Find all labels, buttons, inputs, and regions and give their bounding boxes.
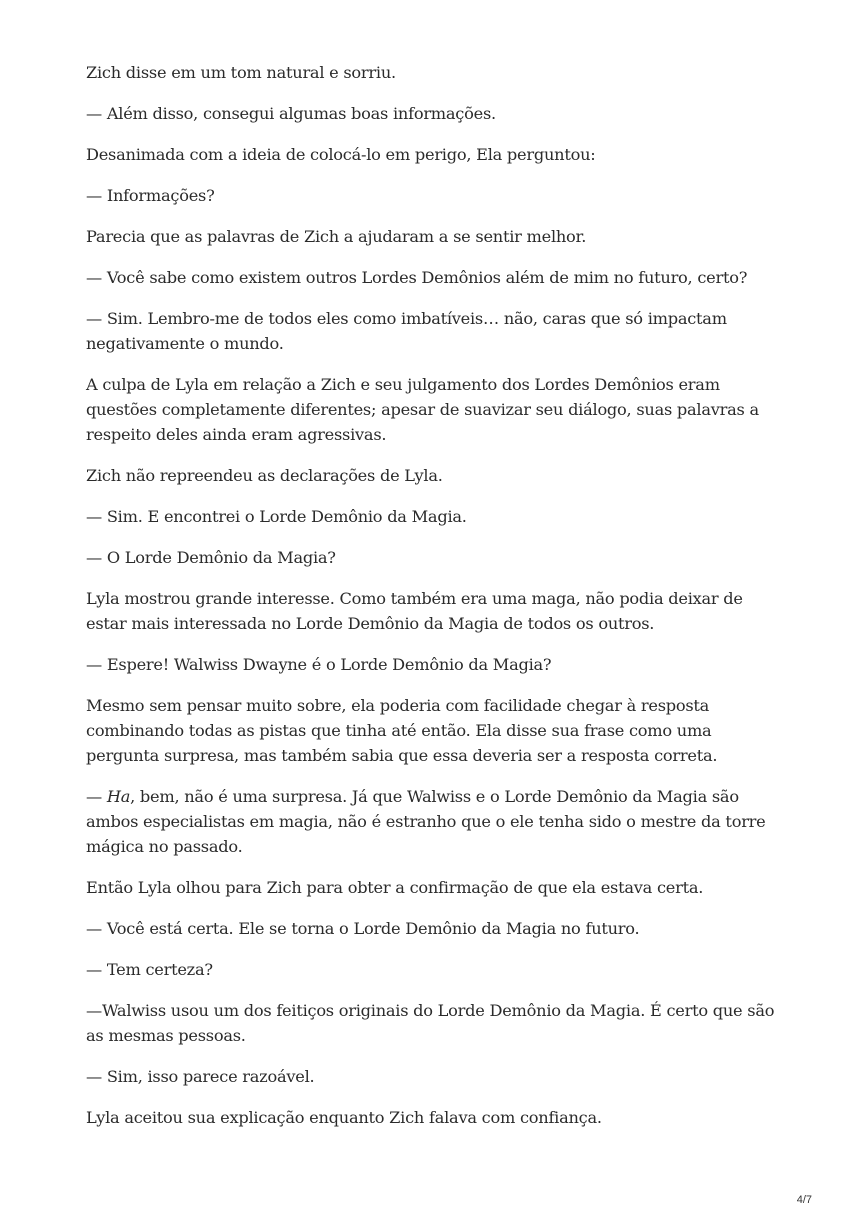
paragraph-text: , bem, não é uma surpresa. Já que Walwiss e o Lorde Demônio da Magia são ambos especialistas em magia, não é estranho que o ele tenha sido o mestre da torre mágica no passado. xyxy=(86,787,766,856)
italic-interjection: Ha xyxy=(106,787,131,806)
paragraph: — Sim. E encontrei o Lorde Demônio da Magia. xyxy=(86,507,467,526)
paragraph: Então Lyla olhou para Zich para obter a confirmação de que ela estava certa. xyxy=(86,878,704,897)
paragraph xyxy=(86,784,786,859)
paragraph: Desanimada com a ideia de colocá-lo em perigo, Ela perguntou: xyxy=(86,145,596,164)
paragraph: —Walwiss usou um dos feitiços originais do Lorde Demônio da Magia. É certo que são as mesmas pessoas. xyxy=(86,1001,775,1045)
paragraph: — Sim, isso parece razoável. xyxy=(86,1067,315,1086)
paragraph: Lyla mostrou grande interesse. Como também era uma maga, não podia deixar de estar mais interessada no Lorde Demônio da Magia de todos os outros. xyxy=(86,589,743,633)
paragraph: — O Lorde Demônio da Magia? xyxy=(86,548,336,567)
paragraph: — Além disso, consegui algumas boas informações. xyxy=(86,104,496,123)
paragraph: A culpa de Lyla em relação a Zich e seu julgamento dos Lordes Demônios eram questões completamente diferentes; apesar de suavizar seu diálogo, suas palavras a respeito deles ainda eram agressivas. xyxy=(86,375,759,444)
paragraph: Lyla aceitou sua explicação enquanto Zich falava com confiança. xyxy=(86,1108,602,1127)
page-number: 4/7 xyxy=(796,1194,812,1206)
paragraph: Zich disse em um tom natural e sorriu. xyxy=(86,63,396,82)
paragraph: — Sim. Lembro-me de todos eles como imbatíveis… não, caras que só impactam negativamente o mundo. xyxy=(86,309,727,353)
paragraph: — Tem certeza? xyxy=(86,960,213,979)
paragraph: — Você está certa. Ele se torna o Lorde Demônio da Magia no futuro. xyxy=(86,919,640,938)
paragraph: Mesmo sem pensar muito sobre, ela poderia com facilidade chegar à resposta combinando todas as pistas que tinha até então. Ela disse sua frase como uma pergunta surpresa, mas também sabia que essa deveria ser a resposta correta. xyxy=(86,696,718,765)
paragraph: Parecia que as palavras de Zich a ajudaram a se sentir melhor. xyxy=(86,227,587,246)
paragraph: — Informações? xyxy=(86,186,215,205)
document-page xyxy=(86,60,786,1146)
paragraph: — Espere! Walwiss Dwayne é o Lorde Demônio da Magia? xyxy=(86,655,552,674)
paragraph: Zich não repreendeu as declarações de Lyla. xyxy=(86,466,443,485)
dialogue-dash: — xyxy=(86,787,107,806)
paragraph: — Você sabe como existem outros Lordes Demônios além de mim no futuro, certo? xyxy=(86,268,748,287)
